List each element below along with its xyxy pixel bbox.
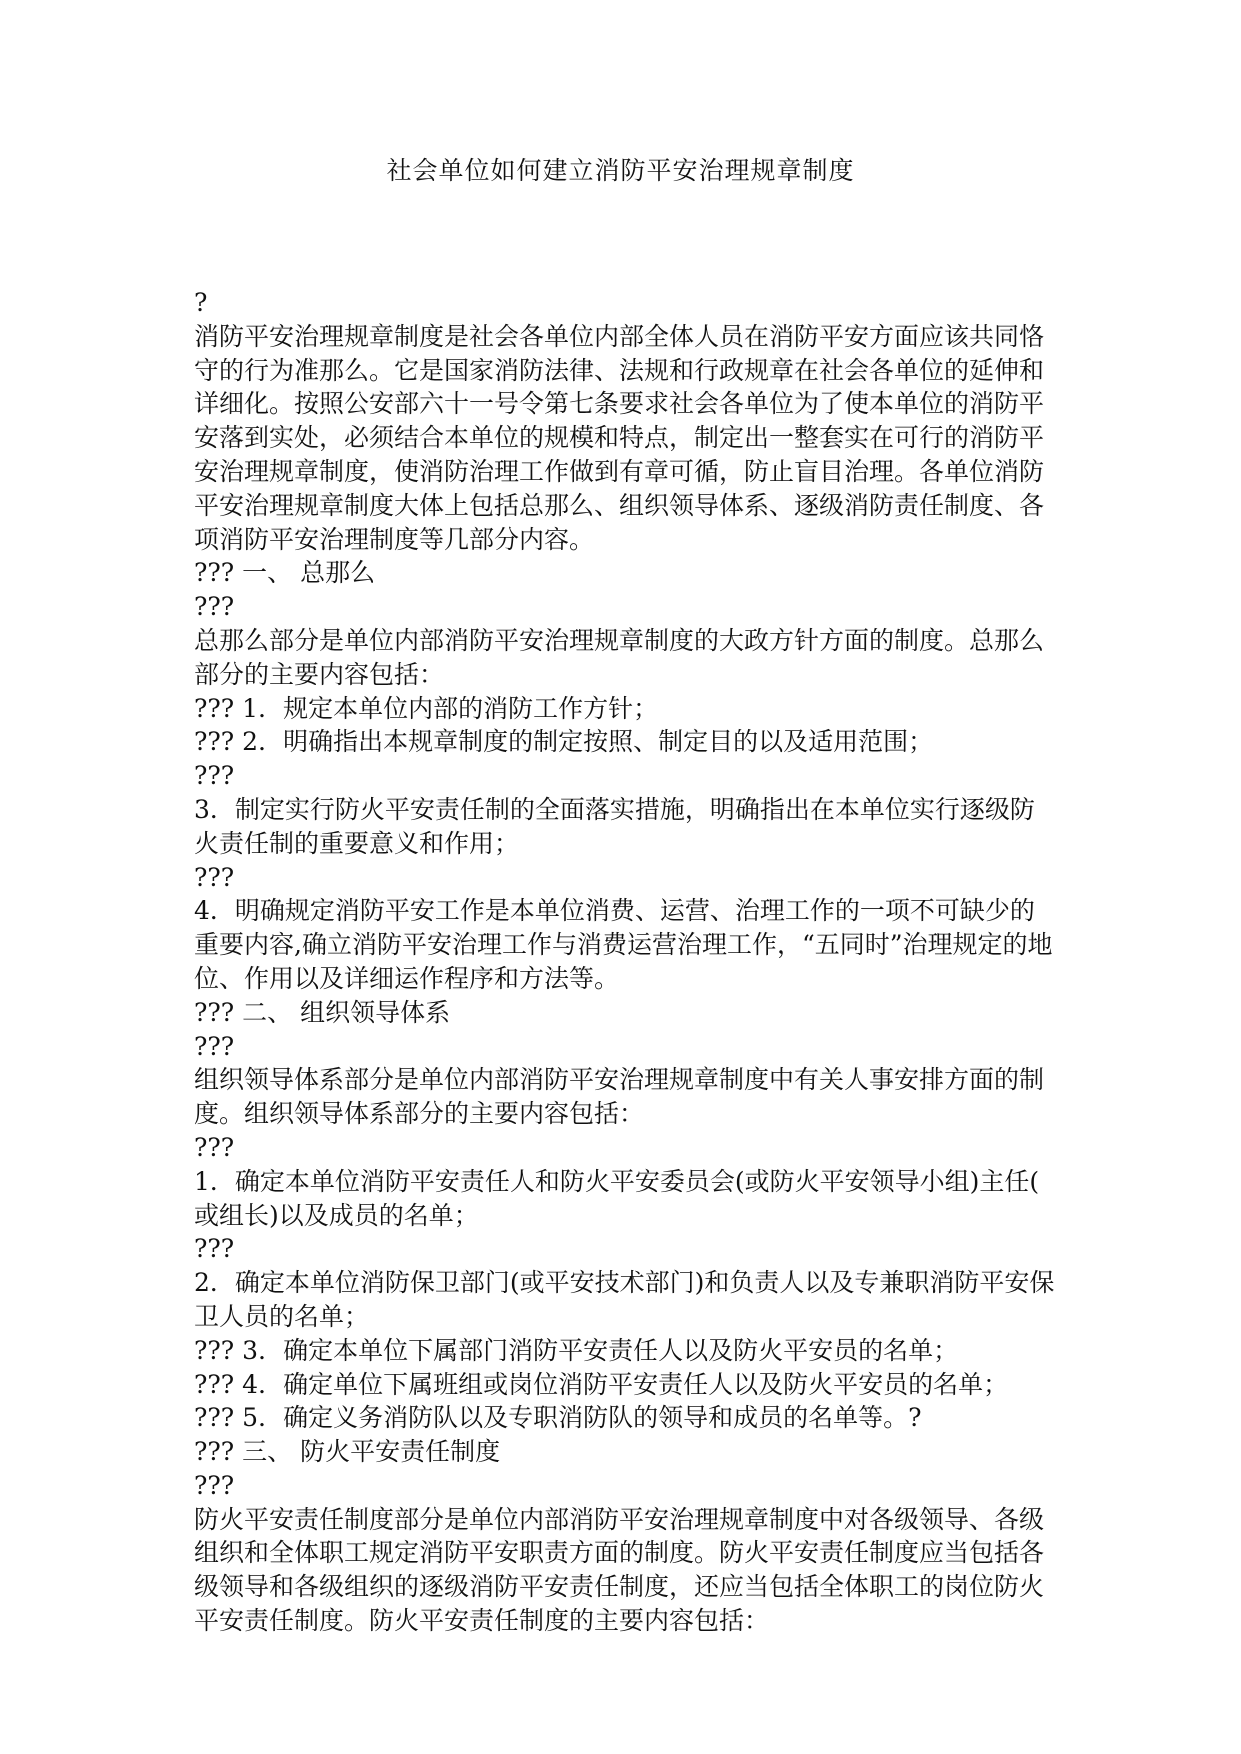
text-line: 详细化。按照公安部六十一号令第七条要求社会各单位为了使本单位的消防平 <box>194 389 1045 419</box>
text-line: 度。组织领导体系部分的主要内容包括： <box>194 1099 645 1129</box>
text-line: ??? 3．确定本单位下属部门消防平安责任人以及防火平安员的名单； <box>194 1335 959 1365</box>
text-line: 3．制定实行防火平安责任制的全面落实措施，明确指出在本单位实行逐级防 <box>194 794 1035 824</box>
text-line: ??? 2．明确指出本规章制度的制定按照、制定目的以及适用范围； <box>194 727 934 757</box>
text-line: 守的行为准那么。它是国家消防法律、法规和行政规章在社会各单位的延伸和 <box>194 355 1045 385</box>
text-line: ??? 5．确定义务消防队以及专职消防队的领导和成员的名单等。? <box>194 1403 922 1433</box>
text-line: 组织和全体职工规定消防平安职责方面的制度。防火平安责任制度应当包括各 <box>194 1538 1045 1568</box>
text-line: ??? 二、 组织领导体系 <box>194 997 451 1027</box>
text-line: ??? <box>194 761 235 791</box>
text-line: ??? <box>194 1132 235 1162</box>
text-line: 火责任制的重要意义和作用； <box>194 828 520 858</box>
text-line: ??? <box>194 1234 235 1264</box>
text-line: ??? 一、 总那么 <box>194 558 376 588</box>
document-title: 社会单位如何建立消防平安治理规章制度 <box>386 156 855 185</box>
text-line: 项消防平安治理制度等几部分内容。 <box>194 524 595 554</box>
text-line: ??? 1．规定本单位内部的消防工作方针； <box>194 693 659 723</box>
text-line: 或组长)以及成员的名单； <box>194 1200 479 1230</box>
text-line: 卫人员的名单； <box>194 1301 370 1331</box>
text-line: 4．明确规定消防平安工作是本单位消费、运营、治理工作的一项不可缺少的 <box>194 896 1035 926</box>
text-line: 2．确定本单位消防保卫部门(或平安技术部门)和负责人以及专兼职消防平安保 <box>194 1268 1055 1298</box>
document-body <box>194 286 1055 1638</box>
text-line: 1．确定本单位消防平安责任人和防火平安委员会(或防火平安领导小组)主任( <box>194 1166 1040 1196</box>
text-line: 平安责任制度。防火平安责任制度的主要内容包括： <box>194 1606 770 1636</box>
text-line: ??? <box>194 1470 235 1500</box>
text-line: 安治理规章制度，使消防治理工作做到有章可循，防止盲目治理。各单位消防 <box>194 456 1045 486</box>
text-line: 安落到实处，必须结合本单位的规模和特点，制定出一整套实在可行的消防平 <box>194 423 1045 453</box>
text-line: 平安治理规章制度大体上包括总那么、组织领导体系、逐级消防责任制度、各 <box>194 490 1045 520</box>
text-line: 消防平安治理规章制度是社会各单位内部全体人员在消防平安方面应该共同恪 <box>194 321 1045 351</box>
text-line: 重要内容,确立消防平安治理工作与消费运营治理工作，“五同时”治理规定的地 <box>194 930 1053 960</box>
text-line: ? <box>194 288 208 317</box>
text-line: 组织领导体系部分是单位内部消防平安治理规章制度中有关人事安排方面的制 <box>194 1065 1045 1095</box>
text-line: 总那么部分是单位内部消防平安治理规章制度的大政方针方面的制度。总那么 <box>194 625 1045 655</box>
text-line: ??? <box>194 862 235 892</box>
text-line: 级领导和各级组织的逐级消防平安责任制度，还应当包括全体职工的岗位防火 <box>194 1572 1045 1602</box>
text-line: ??? <box>194 592 235 622</box>
text-line: ??? 4．确定单位下属班组或岗位消防平安责任人以及防火平安员的名单； <box>194 1369 1009 1399</box>
text-line: 位、作用以及详细运作程序和方法等。 <box>194 963 620 993</box>
text-line: 部分的主要内容包括： <box>194 659 445 689</box>
text-line: 防火平安责任制度部分是单位内部消防平安治理规章制度中对各级领导、各级 <box>194 1504 1045 1534</box>
text-line: ??? 三、 防火平安责任制度 <box>194 1437 501 1467</box>
text-line: ??? <box>194 1031 235 1061</box>
